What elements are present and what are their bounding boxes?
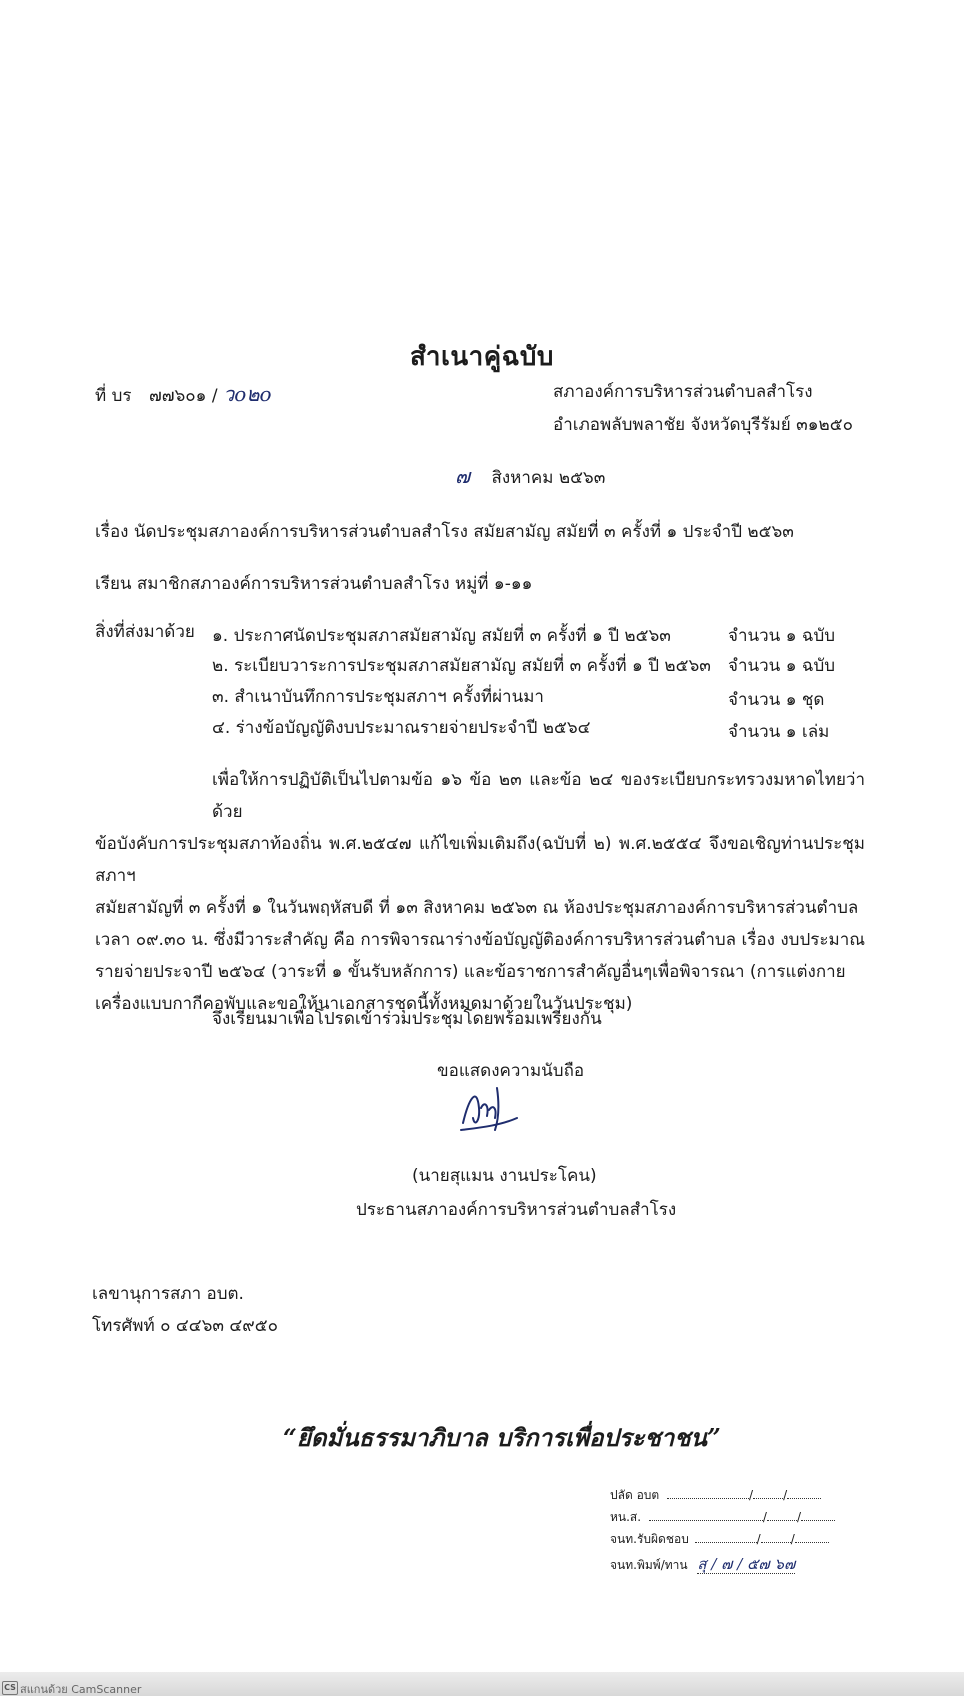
contact-unit: เลขานุการสภา อบต. — [92, 1284, 244, 1304]
attachment-qty-1: จำนวน ๑ ฉบับ — [728, 626, 836, 646]
signer-name: (นายสุแมน งานประโคน) — [412, 1166, 597, 1186]
subject-line: เรื่อง นัดประชุมสภาองค์การบริหารส่วนตำบลสำโรง สมัยสามัญ สมัยที่ ๓ ครั้งที่ ๑ ประจำปี ๒๕๖๓ — [95, 522, 794, 542]
body-line-5: รายจ่ายประจาปี ๒๕๖๔ (วาระที่ ๑ ขั้นรับหลักการ) และข้อราชการสำคัญอื่นๆเพื่อพิจารณา (การแต่งกาย — [95, 962, 846, 982]
routing-dots — [753, 1486, 783, 1499]
routing-handwritten-entry: สุ / ๗ / ๕๗ ๖๗ — [697, 1555, 796, 1573]
routing-dots — [667, 1486, 749, 1499]
camscanner-icon: CS — [2, 1681, 18, 1695]
reference-code: ๗๗๖๐๑ / — [148, 386, 218, 406]
body-line-1: เพื่อให้การปฏิบัติเป็นไปตามข้อ ๑๖ ข้อ ๒๓ และข้อ ๒๔ ของระเบียบกระทรวงมหาดไทยว่าด้วย — [212, 770, 865, 822]
recipient-line: เรียน สมาชิกสภาองค์การบริหารส่วนตำบลสำโรง หมู่ที่ ๑-๑๑ — [95, 574, 533, 594]
attachment-item-1: ๑. ประกาศนัดประชุมสภาสมัยสามัญ สมัยที่ ๓ ครั้งที่ ๑ ปี ๒๕๖๓ — [212, 626, 671, 646]
attachment-item-3: ๓. สำเนาบันทึกการประชุมสภาฯ ครั้งที่ผ่านมา — [212, 687, 544, 707]
routing-label-3: จนท.รับผิดชอบ — [610, 1532, 689, 1546]
routing-stamp-row-3: จนท.รับผิดชอบ / / — [610, 1530, 829, 1549]
routing-label-1: ปลัด อบต — [610, 1488, 660, 1502]
routing-dots — [695, 1530, 757, 1543]
attachment-item-4: ๔. ร่างข้อบัญญัติงบประมาณรายจ่ายประจำปี ๒๕๖๔ — [212, 718, 591, 738]
attachment-item-2: ๒. ระเบียบวาระการประชุมสภาสมัยสามัญ สมัยที่ ๓ ครั้งที่ ๑ ปี ๒๕๖๓ — [212, 656, 711, 676]
attachment-qty-2: จำนวน ๑ ฉบับ — [728, 656, 836, 676]
signer-position: ประธานสภาองค์การบริหารส่วนตำบลสำโรง — [356, 1200, 677, 1220]
attachment-qty-3: จำนวน ๑ ชุด — [728, 690, 825, 710]
reference-number — [95, 378, 272, 410]
closing-request: จึงเรียนมาเพื่อโปรดเข้าร่วมประชุมโดยพร้อมเพรียงกัน — [212, 1009, 602, 1029]
closing-salutation: ขอแสดงความนับถือ — [437, 1061, 585, 1081]
contact-phone: โทรศัพท์ ๐ ๔๔๖๓ ๔๙๕๐ — [92, 1316, 278, 1336]
organization-name: สภาองค์การบริหารส่วนตำบลสำโรง — [553, 382, 813, 402]
routing-dots — [795, 1530, 829, 1543]
routing-stamp-row-1: ปลัด อบต / / — [610, 1486, 821, 1505]
routing-dots — [787, 1486, 821, 1499]
slogan: “ยึดมั่นธรรมาภิบาล บริการเพื่อประชาชน” — [283, 1423, 721, 1452]
routing-label-2: หน.ส. — [610, 1510, 642, 1524]
reference-label: ที่ บร — [95, 386, 132, 406]
body-line-3: สมัยสามัญที่ ๓ ครั้งที่ ๑ ในวันพฤหัสบดี ที่ ๑๓ สิงหาคม ๒๕๖๓ ณ ห้องประชุมสภาองค์การบริหารส่วนตำบล — [95, 898, 859, 918]
date-day-handwritten: ๗ — [455, 464, 471, 488]
organization-address: อำเภอพลับพลาชัย จังหวัดบุรีรัมย์ ๓๑๒๕๐ — [553, 415, 854, 435]
signature-mark — [455, 1078, 525, 1138]
attachment-qty-4: จำนวน ๑ เล่ม — [728, 722, 830, 742]
document-title: สำเนาคู่ฉบับ — [410, 342, 554, 372]
reference-handwritten: วo๒o — [223, 382, 272, 406]
routing-stamp-row-2: หน.ส. / / — [610, 1508, 835, 1527]
routing-dots — [801, 1508, 835, 1521]
routing-dots — [649, 1508, 763, 1521]
body-line-2: ข้อบังคับการประชุมสภาท้องถิ่น พ.ศ.๒๕๔๗ แก้ไขเพิ่มเติมถึง(ฉบับที่ ๒) พ.ศ.๒๕๕๔ จึงขอเชิญท่านประชุมสภาฯ — [95, 834, 865, 886]
date-month-year: สิงหาคม ๒๕๖๓ — [491, 468, 606, 488]
routing-dots — [767, 1508, 797, 1521]
document-date — [455, 460, 605, 492]
scanner-footer-bar — [0, 1672, 964, 1696]
body-line-4: เวลา ๐๙.๓๐ น. ซึ่งมีวาระสำคัญ คือ การพิจารณาร่างข้อบัญญัติองค์การบริหารส่วนตำบล เรื่อง งบประมาณ — [95, 930, 866, 950]
scanner-watermark: สแกนด้วย CamScanner — [20, 1683, 142, 1696]
body-paragraph — [95, 764, 865, 1020]
attachments-label: สิ่งที่ส่งมาด้วย — [95, 622, 195, 642]
routing-stamp-row-4 — [610, 1552, 795, 1576]
body-line-6: เครื่องแบบกากีคอพับและขอให้นาเอกสารชุดนี้ทั้งหมดมาด้วยในวันประชุม) — [95, 994, 633, 1014]
routing-dots — [761, 1530, 791, 1543]
routing-label-4: จนท.พิมพ์/ทาน — [610, 1558, 688, 1572]
